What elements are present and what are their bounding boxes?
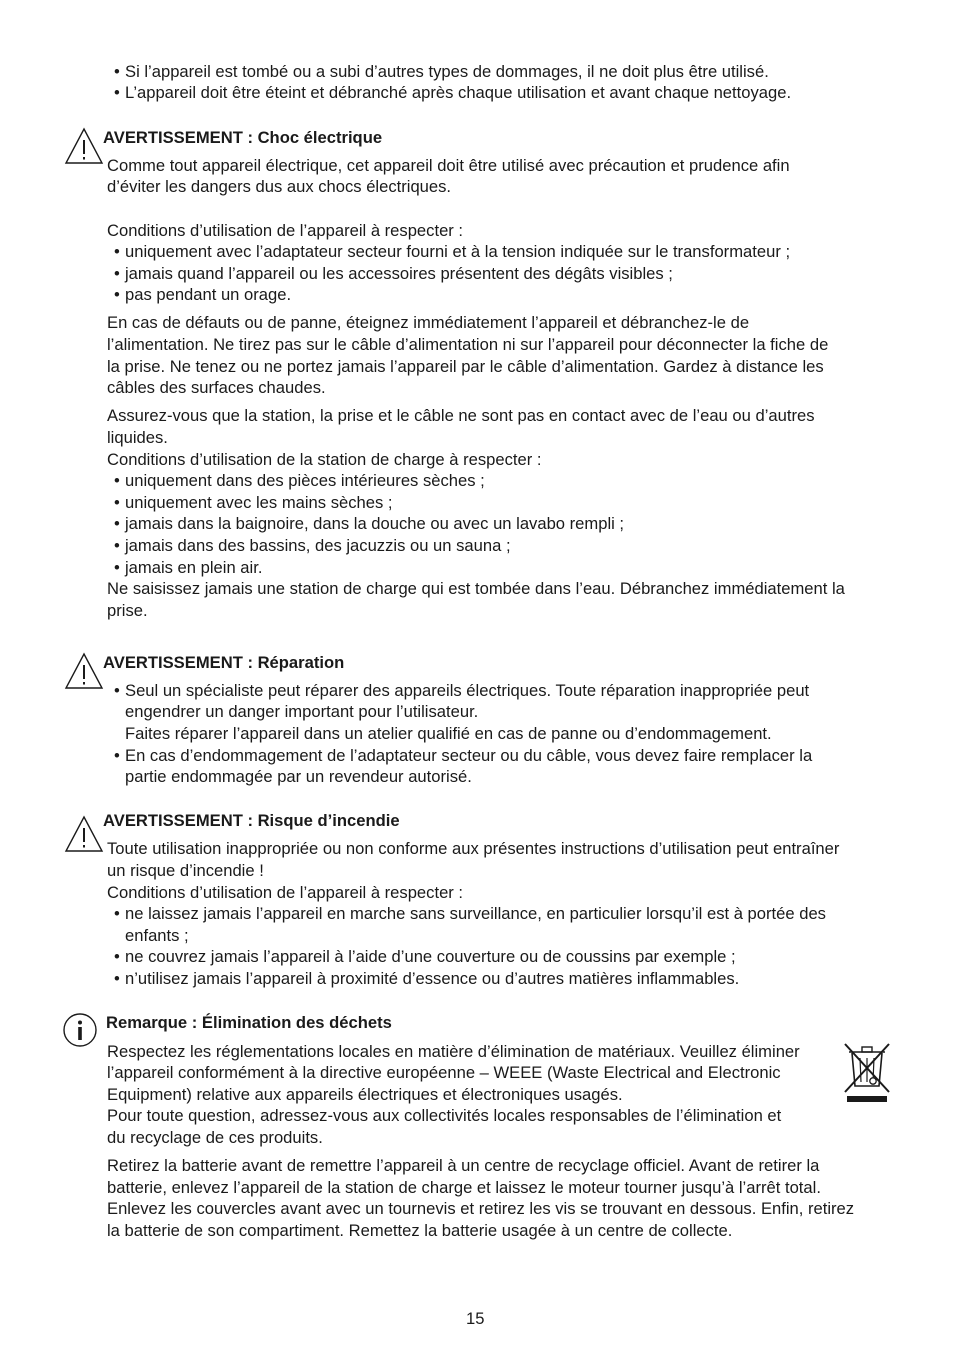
list-item: • jamais en plein air. (125, 557, 262, 579)
paragraph-line: l’appareil conformément à la directive européenne – WEEE (Waste Electrical and Electronic (107, 1063, 781, 1082)
paragraph-line: Toute utilisation inappropriée ou non conforme aux présentes instructions d’utilisation peut entraîner (107, 839, 840, 858)
paragraph-line: un risque d’incendie ! (107, 861, 264, 880)
list-item: • ne couvrez jamais l’appareil à l’aide d’une couverture ou de coussins par exemple ; (125, 946, 736, 968)
section-heading-fire: AVERTISSEMENT : Risque d’incendie (103, 811, 400, 830)
paragraph-line: Comme tout appareil électrique, cet appareil doit être utilisé avec précaution et prudence afin (107, 156, 790, 175)
paragraph-line: prise. (107, 601, 148, 620)
paragraph-line: liquides. (107, 428, 168, 447)
paragraph-line: l’alimentation. Ne tirez pas sur le câble d’alimentation ni sur l’appareil pour déconnecter la fiche de (107, 335, 829, 354)
list-item: • jamais dans des bassins, des jacuzzis ou un sauna ; (125, 535, 511, 557)
paragraph-line: Enlevez les couvercles avant avec un tournevis et retirez les vis se trouvant en dessous. Enfin, retirez (107, 1199, 855, 1218)
paragraph-line: enfants ; (125, 926, 189, 945)
list-item: • uniquement avec les mains sèches ; (125, 492, 393, 514)
warning-triangle-icon (64, 652, 104, 690)
list-item: • En cas d’endommagement de l’adaptateur secteur ou du câble, vous devez faire remplacer la (125, 745, 812, 767)
page-number: 15 (466, 1309, 485, 1328)
paragraph-line: du recyclage de ces produits. (107, 1128, 323, 1147)
list-item: • uniquement avec l’adaptateur secteur fourni et à la tension indiquée sur le transformateur ; (125, 241, 790, 263)
paragraph-line: câbles des surfaces chaudes. (107, 378, 326, 397)
intro-bullet: • Si l’appareil est tombé ou a subi d’autres types de dommages, il ne doit plus être utilisé. (125, 61, 769, 83)
paragraph-line: la prise. Ne tenez ou ne portez jamais l’appareil par le câble d’alimentation. Gardez à distance les (107, 357, 824, 376)
paragraph-line: batterie, enlevez l’appareil de la station de charge et laissez le moteur tourner jusqu’à l’arrêt total. (107, 1178, 821, 1197)
list-item: • pas pendant un orage. (125, 284, 291, 306)
info-circle-icon (62, 1012, 98, 1048)
crossed-out-bin-icon (843, 1040, 891, 1104)
section-heading-repair: AVERTISSEMENT : Réparation (103, 653, 345, 672)
list-item: • n’utilisez jamais l’appareil à proximité d’essence ou d’autres matières inflammables. (125, 968, 739, 990)
paragraph-line: Assurez-vous que la station, la prise et le câble ne sont pas en contact avec de l’eau ou d’autres (107, 406, 815, 425)
list-item: • jamais dans la baignoire, dans la douche ou avec un lavabo rempli ; (125, 513, 624, 535)
paragraph-line: la batterie de son compartiment. Remettez la batterie usagée à un centre de collecte. (107, 1221, 733, 1240)
section-heading-shock: AVERTISSEMENT : Choc électrique (103, 128, 383, 147)
warning-triangle-icon (64, 815, 104, 853)
paragraph-line: Faites réparer l’appareil dans un atelier qualifié en cas de panne ou d’endommagement. (125, 724, 772, 743)
paragraph-line: partie endommagée par un revendeur autorisé. (125, 767, 472, 786)
conditions-title: Conditions d’utilisation de la station de charge à respecter : (107, 450, 542, 469)
list-item: • Seul un spécialiste peut réparer des appareils électriques. Toute réparation inappropriée peut (125, 680, 809, 702)
paragraph-line: En cas de défauts ou de panne, éteignez immédiatement l’appareil et débranchez-le de (107, 313, 750, 332)
section-heading-disposal: Remarque : Élimination des déchets (106, 1013, 392, 1032)
warning-triangle-icon (64, 127, 104, 165)
intro-bullet: • L’appareil doit être éteint et débranché après chaque utilisation et avant chaque nettoyage. (125, 82, 791, 104)
paragraph-line: Respectez les réglementations locales en matière d’élimination de matériaux. Veuillez éliminer (107, 1042, 800, 1061)
paragraph-line: Retirez la batterie avant de remettre l’appareil à un centre de recyclage officiel. Avant de retirer la (107, 1156, 820, 1175)
conditions-title: Conditions d’utilisation de l’appareil à respecter : (107, 221, 464, 240)
list-item: • ne laissez jamais l’appareil en marche sans surveillance, en particulier lorsqu’il est à portée des (125, 903, 826, 925)
paragraph-line: Pour toute question, adressez-vous aux collectivités locales responsables de l’élimination et (107, 1106, 782, 1125)
paragraph-line: d’éviter les dangers dus aux chocs électriques. (107, 177, 452, 196)
list-item: • uniquement dans des pièces intérieures sèches ; (125, 470, 485, 492)
conditions-title: Conditions d’utilisation de l’appareil à respecter : (107, 883, 464, 902)
list-item: • jamais quand l’appareil ou les accessoires présentent des dégâts visibles ; (125, 263, 673, 285)
paragraph-line: Equipment) relative aux appareils électriques et électroniques usagés. (107, 1085, 623, 1104)
paragraph-line: engendrer un danger important pour l’utilisateur. (125, 702, 479, 721)
paragraph-line: Ne saisissez jamais une station de charge qui est tombée dans l’eau. Débranchez immédiatement la (107, 579, 845, 598)
